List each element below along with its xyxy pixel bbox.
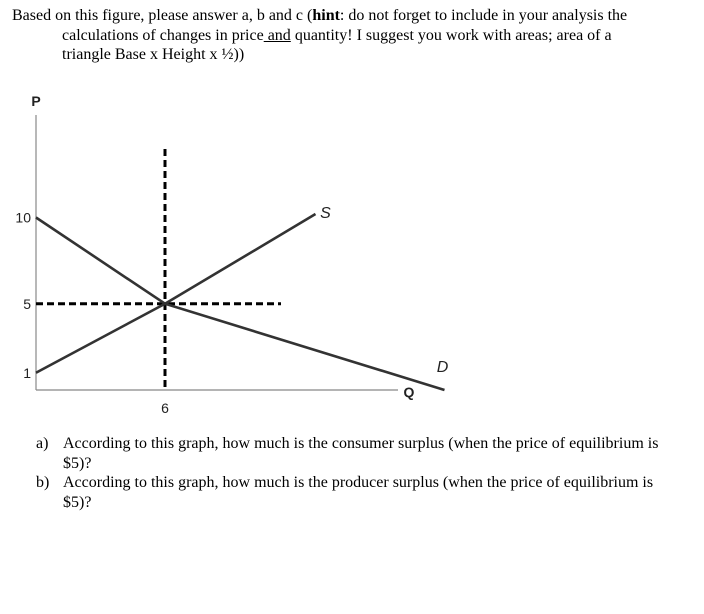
instructions-text [12, 6, 682, 65]
y-tick-label: 5 [23, 295, 31, 312]
question-text: According to this graph, how much is the consumer surplus (when the price of equilibrium is $5)? [63, 435, 659, 472]
x-tick-label: 6 [161, 400, 169, 416]
y-tick-label: 10 [15, 209, 31, 226]
supply-curve [36, 214, 316, 373]
question-marker: b) [36, 474, 50, 491]
supply-label: S [320, 205, 331, 223]
chart-labels [15, 93, 448, 416]
question-a [36, 434, 676, 473]
x-axis-title: Q [403, 384, 415, 400]
question-text: According to this graph, how much is the producer surplus (when the price of equilibrium is $5)? [63, 474, 654, 511]
intro-line2: calculations of changes in price and quantity! I suggest you work with areas; area of a [62, 26, 612, 44]
underlined-and: and [263, 26, 291, 44]
questions-list [36, 434, 676, 512]
intro-line3: triangle Base x Height x ½)) [62, 46, 245, 63]
curves [36, 214, 445, 390]
hint-word: hint [312, 7, 340, 24]
demand-label: D [436, 359, 449, 376]
question-marker: a) [36, 435, 49, 452]
intro-line1: Based on this figure, please answer a, b and c (hint: do not forget to include in your analysis the [12, 7, 628, 24]
y-axis-title: P [31, 93, 41, 109]
y-tick-label: 1 [23, 364, 31, 381]
question-b [36, 473, 676, 512]
supply-demand-chart [0, 85, 460, 430]
